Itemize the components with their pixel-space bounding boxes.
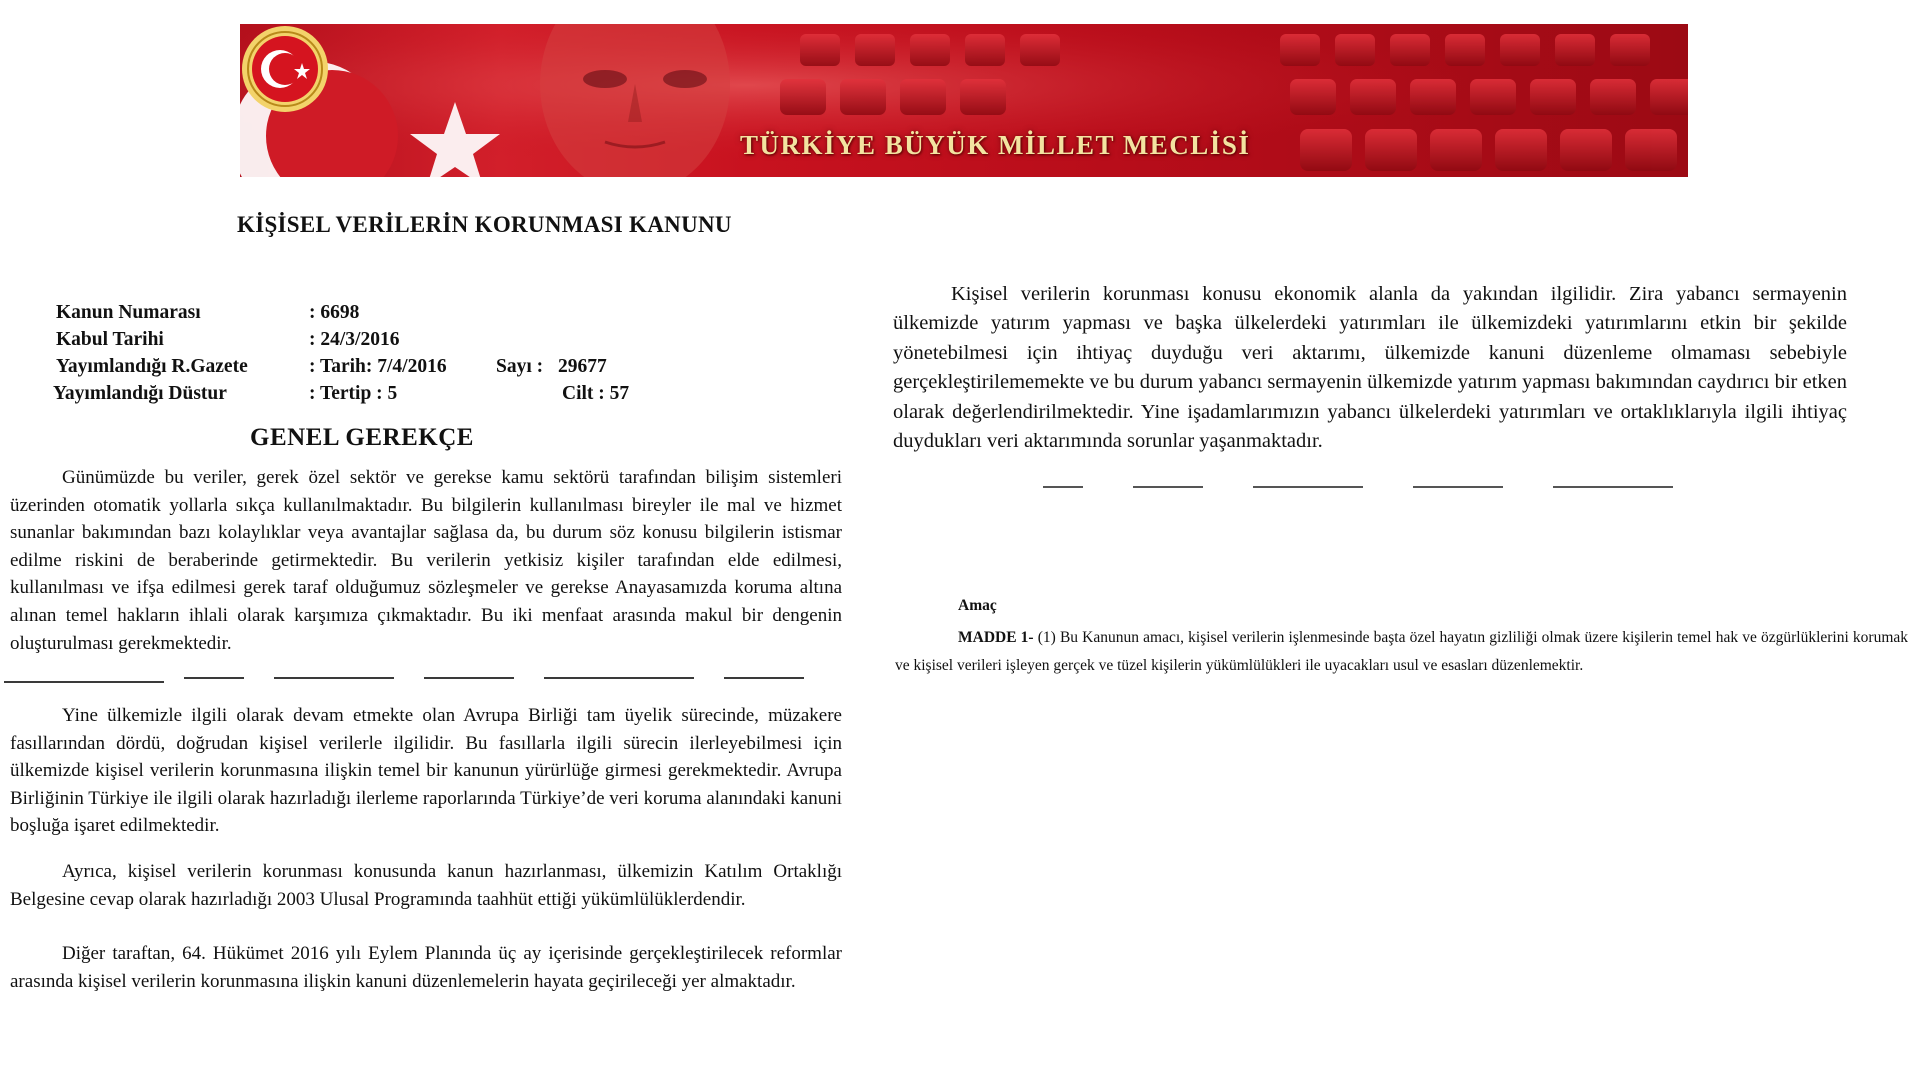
meta-value: : 6698 (309, 302, 360, 323)
meta-row-accept (56, 329, 696, 356)
meta-value: : Tertip : 5 (309, 383, 398, 404)
meta-label: Yayımlandığı Düstur (53, 383, 227, 404)
article-section-heading: Amaç (958, 597, 997, 614)
scan-artifact (4, 667, 824, 691)
meta-row-dustur (53, 383, 696, 410)
article-text: (1) Bu Kanunun amacı, kişisel verilerin işlenmesinde başta özel hayatın gizliliği olmak üzere kişilerin temel hak ve özgürlüklerini korumak ve kişisel verileri işleyen gerçek ve tüzel kişilerin yükümlülükleri ile uyacakları usul ve esasları düzenlemektir. (895, 629, 1909, 674)
article-1 (895, 624, 1908, 680)
rationale-heading: GENEL GEREKÇE (250, 424, 474, 451)
rationale-paragraph-5 (893, 280, 1847, 456)
law-meta-table (53, 302, 696, 410)
rationale-paragraph-4 (10, 940, 842, 995)
law-title: KİŞİSEL VERİLERİN KORUNMASI KANUNU (237, 212, 732, 237)
paragraph-text: Kişisel verilerin korunması konusu ekonomik alanla da yakından ilgilidir. Zira yabancı sermayenin ülkemizde yatırım yapması ve başka ülkelerdeki yatırımları ile ülkemizdeki yatırımlarını etkin bir şekilde yönetebilmesi için ihtiyaç duyduğu veri aktarımı, ülkemizde kanuni düzenleme olmaması sebebiyle gerçekleştirilememekte ve bu durum yabancı sermayenin ülkemizde yatırım yapması bakımından caydırıcı bir etken olarak değerlendirilmektedir. Yine işadamlarımızın yabancı ülkelerdeki yatırımları ve ortaklıklarıyla ilgili ihtiyaç duydukları veri aktarımında sorunlar yaşanmaktadır. (893, 283, 1847, 453)
tbmm-banner (240, 24, 1688, 177)
meta-value: : 24/3/2016 (309, 329, 400, 350)
paragraph-text: Yine ülkemizle ilgili olarak devam etmekte olan Avrupa Birliği tam üyelik sürecinde, müzakere fasıllarından dördü, doğrudan kişisel verilerle ilgilidir. Bu fasıllarla ilgili sürecin ilerleyebilmesi için ülkemizde kişisel verilerin korunmasına ilişkin temel bir kanunun yürürlüğe girmesi gerekmektedir. Avrupa Birliğinin Türkiye ile ilgili olarak hazırladığı ilerleme raporlarında Türkiye’de veri koruma alanındaki kanuni boşluğa işaret edilmektedir. (10, 705, 842, 837)
article-label: MADDE 1- (958, 629, 1034, 646)
paragraph-text: Günümüzde bu veriler, gerek özel sektör ve gerekse kamu sektörü tarafından bilişim sistemleri üzerinden otomatik yollarla sıkça kullanılmaktadır. Bu bilgilerin kullanılması bireyler ile mal ve hizmet sunanlar bakımından bazı kolaylıklar veya avantajlar sağlasa da, bu durum söz konusu bilgilerin istismar edilme riskini de beraberinde getirmektedir. Bu verilerin yetkisiz kişiler tarafından elde edilmesi, kullanılması ve ifşa edilmesi gerek taraf olduğumuz sözleşmeler ve gerekse Anayasamızda koruma altına alınan temel hakların ihlali olarak karşımıza çıkmaktadır. Bu iki menfaat arasında makul bir dengenin oluşturulması gerekmektedir. (10, 467, 842, 654)
meta-row-number (56, 302, 696, 329)
meta-label: Sayı : (496, 356, 544, 377)
paragraph-text: Ayrıca, kişisel verilerin korunması konusunda kanun hazırlanması, ülkemizin Katılım Ortaklığı Belgesine cevap olarak hazırladığı 2003 Ulusal Programında taahhüt ettiği yükümlülüklerdendir. (10, 861, 842, 910)
meta-value: Cilt : 57 (562, 383, 630, 404)
meta-value: : Tarih: 7/4/2016 (309, 356, 447, 377)
meta-value: 29677 (558, 356, 607, 377)
banner-title: TÜRKİYE BÜYÜK MİLLET MECLİSİ (740, 130, 1251, 160)
meta-row-gazette (56, 356, 696, 383)
scan-artifact (893, 482, 1793, 496)
rationale-paragraph-2 (10, 702, 842, 840)
rationale-paragraph-1 (10, 464, 842, 657)
meta-label: Kanun Numarası (56, 302, 201, 323)
rationale-paragraph-3 (10, 858, 842, 913)
paragraph-text: Diğer taraftan, 64. Hükümet 2016 yılı Eylem Planında üç ay içerisinde gerçekleştirilecek reformlar arasında kişisel verilerin korunmasına ilişkin kanuni düzenlemelerin hayata geçirileceği yer almaktadır. (10, 943, 842, 992)
meta-label: Kabul Tarihi (56, 329, 164, 350)
parliament-seal-icon (240, 24, 330, 114)
meta-label: Yayımlandığı R.Gazete (56, 356, 248, 377)
